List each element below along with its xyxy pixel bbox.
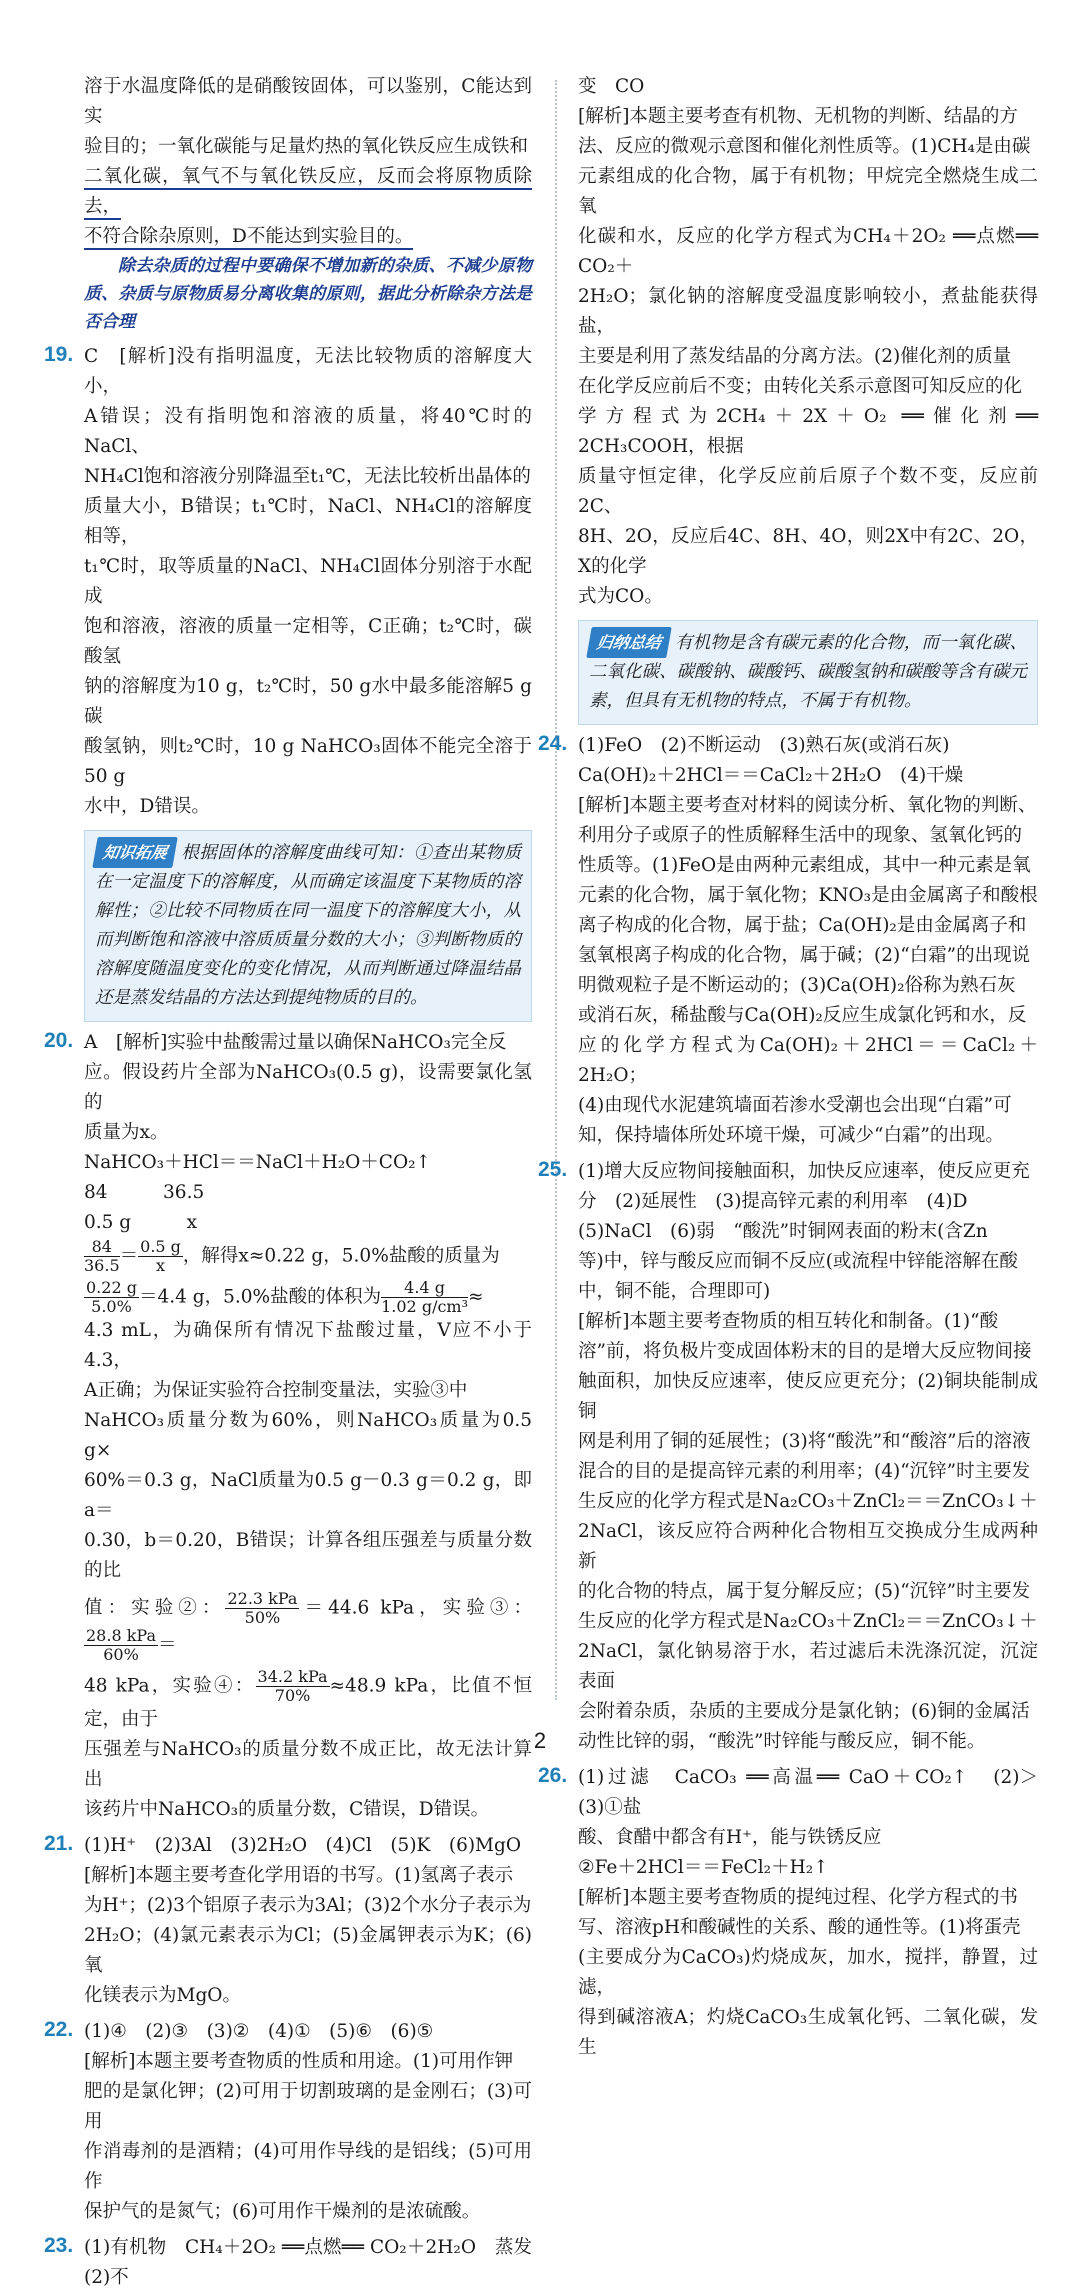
question-number: 24. xyxy=(538,732,568,755)
q18-line xyxy=(84,222,532,252)
question-22 xyxy=(44,2017,532,2227)
q23-line: 在化学反应前后不变；由转化关系示意图可知反应的化 xyxy=(578,376,1023,397)
q20-line: 该药片中NaHCO₃的质量分数，C错误，D错误。 xyxy=(84,1799,490,1820)
q23-line: 8H、2O，反应后4C、8H、4O，则2X中有2C、2O，X的化学 xyxy=(578,526,1038,577)
q25-line: 触面积，加快反应速率，使反应更充分；(2)铜块能制成铜 xyxy=(578,1371,1038,1422)
q24-line: [解析]本题主要考查对材料的阅读分析、氧化物的判断、 xyxy=(578,795,1037,816)
q23-line: 化碳和水，反应的化学方程式为CH₄＋2O₂ ══点燃══ CO₂＋ xyxy=(578,226,1038,277)
handwritten-note: 除去杂质的过程中要确保不增加新的杂质、不减少原物质、杂质与原物质易分离收集的原则，据此分析除杂方法是否合理 xyxy=(84,256,532,332)
fraction: $\frac{0.22 g}{5.0\%}$ xyxy=(86,1278,137,1316)
q25-line: 分 (2)延展性 (3)提高锌元素的利用率 (4)D xyxy=(578,1191,968,1212)
q18-line xyxy=(84,162,532,222)
q23-line: 元素组成的化合物，属于有机物；甲烷完全燃烧生成二氧 xyxy=(578,166,1038,217)
q24-line: 氢氧根离子构成的化合物，属于碱；(2)“白霜”的出现说 xyxy=(578,945,1031,966)
q25-line: 网是利用了铜的延展性；(3)将“酸洗”和“酸溶”后的溶液 xyxy=(578,1431,1031,1452)
q26-line: 写、溶液pH和酸碱性的关系、酸的通性等。(1)将蛋壳 xyxy=(578,1917,1021,1938)
equation: NaHCO₃＋HCl＝＝NaCl＋H₂O＋CO₂↑ xyxy=(84,1152,432,1173)
q19-line: 酸氢钠，则t₂℃时，10 g NaHCO₃固体不能完全溶于50 g xyxy=(84,736,532,787)
q19-line: 水中，D错误。 xyxy=(84,796,210,817)
question-number: 22. xyxy=(44,2018,74,2041)
equation-values: 0.5 g x xyxy=(84,1212,198,1233)
fraction: $\frac{0.5 g}{x}$ xyxy=(140,1237,181,1275)
knowledge-extension-box xyxy=(84,830,532,1022)
question-number: 25. xyxy=(538,1158,568,1181)
q25-line: 2NaCl，该反应符合两种化合物相互交换成分生成两种新 xyxy=(578,1521,1038,1572)
q21-line: 化镁表示为MgO。 xyxy=(84,1985,241,2006)
q21-line: 为H⁺；(2)3个铝原子表示为3Al；(3)2个水分子表示为 xyxy=(84,1895,532,1916)
ratio-line: 48 kPa，实验④： $\frac{\text{34.2 kPa}}{70\%}$ ≈48.9 kPa，比值不恒定，由于 xyxy=(84,1667,532,1730)
q24-line: 利用分子或原子的性质解释生活中的现象、氢氧化钙的 xyxy=(578,825,1023,846)
fraction: $\frac{84}{36.5}$ xyxy=(84,1237,120,1275)
q25-line: 生反应的化学方程式是Na₂CO₃＋ZnCl₂＝＝ZnCO₃↓＋ xyxy=(578,1611,1038,1632)
q20-line: 4.3 mL，为确保所有情况下盐酸过量，V应不小于4.3， xyxy=(84,1320,532,1371)
q23-line: (1)有机物 CH₄＋2O₂ ══点燃══ CO₂＋2H₂O 蒸发 (2)不 xyxy=(84,2237,551,2288)
volume-line: $\frac{0.22 g}{5.0\%}$ ＝4.4 g，5.0%盐酸的体积为 $\frac{4.4 g}{\text{1.02 g/cm³}}$ ≈ xyxy=(86,1278,484,1316)
q25-line: 2NaCl，氯化钠易溶于水，若过滤后未洗涤沉淀，沉淀表面 xyxy=(578,1641,1038,1692)
q20-line: A正确；为保证实验符合控制变量法，实验③中 xyxy=(84,1380,468,1401)
question-number: 19. xyxy=(44,343,74,366)
q22-line: [解析]本题主要考查物质的性质和用途。(1)可用作钾 xyxy=(84,2051,514,2072)
q23-line: 变 CO xyxy=(578,76,645,97)
question-20 xyxy=(44,1028,532,1825)
q20-line: A [解析]实验中盐酸需过量以确保NaHCO₃完全反 xyxy=(84,1032,507,1053)
q26-line: 酸、食醋中都含有H⁺，能与铁锈反应 xyxy=(578,1827,882,1848)
q20-line: 60%＝0.3 g，NaCl质量为0.5 g－0.3 g＝0.2 g，即a＝ xyxy=(84,1470,532,1521)
q21-line: [解析]本题主要考查化学用语的书写。(1)氢离子表示 xyxy=(84,1865,514,1886)
question-24 xyxy=(538,731,1038,1151)
q20-line: 质量为x。 xyxy=(84,1122,169,1143)
q23-line: 质量守恒定律，化学反应前后原子个数不变，反应前2C、 xyxy=(578,466,1038,517)
equation-masses: 84 36.5 xyxy=(84,1182,205,1203)
q26-line: (1)过滤 CaCO₃ ══高温══ CaO＋CO₂↑ (2)＞ (3)①盐 xyxy=(578,1767,1057,1818)
q24-line: 知，保持墙体所处环境干燥，可减少“白霜”的出现。 xyxy=(578,1125,1004,1146)
box-body: 根据固体的溶解度曲线可知：①查出某物质在一定温度下的溶解度，从而确定该温度下某物质的溶解性；②比较不同物质在同一温度下的溶解度大小，从而判断饱和溶液中溶质质量分数的大小；③判断物质的溶解度随温度变化的变化情况，从而判断通过降温结晶还是蒸发结晶的方法达到提纯物质的目的。 xyxy=(95,843,521,1008)
proportion-line: $\frac{84}{36.5}$ ＝ $\frac{0.5 g}{x}$ ，解得x≈0.22 g，5.0%盐酸的质量为 xyxy=(84,1237,500,1275)
question-number: 20. xyxy=(44,1029,74,1052)
right-column xyxy=(538,72,1057,2063)
question-25 xyxy=(538,1157,1038,1757)
q25-line: 会附着杂质，杂质的主要成分是氯化钠；(6)铜的金属活 xyxy=(578,1701,1030,1722)
q22-line: 保护气的是氮气；(6)可用作干燥剂的是浓硫酸。 xyxy=(84,2201,481,2222)
q23-line: 法、反应的微观示意图和催化剂性质等。(1)CH₄是由碳 xyxy=(578,136,1031,157)
q19-line: C [解析]没有指明温度，无法比较物质的溶解度大小， xyxy=(84,346,532,397)
q24-line: (1)FeO (2)不断运动 (3)熟石灰(或消石灰) xyxy=(578,735,950,756)
q26-line: [解析]本题主要考查物质的提纯过程、化学方程式的书 xyxy=(578,1887,1018,1908)
q23-line: 学方程式为2CH₄＋2X＋O₂ ══催化剂══ 2CH₃COOH，根据 xyxy=(578,406,1038,457)
q25-line: 混合的目的是提高锌元素的利用率；(4)“沉锌”时主要发 xyxy=(578,1461,1031,1482)
q24-line: 元素的化合物，属于氧化物；KNO₃是由金属离子和酸根 xyxy=(578,885,1038,906)
q24-line: Ca(OH)₂＋2HCl＝＝CaCl₂＋2H₂O (4)干燥 xyxy=(578,765,964,786)
q24-line: (4)由现代水泥建筑墙面若渗水受潮也会出现“白霜”可 xyxy=(578,1095,1012,1116)
q25-line: [解析]本题主要考查物质的相互转化和制备。(1)“酸 xyxy=(578,1311,999,1332)
q26-line: 得到碱溶液A；灼烧CaCO₃生成氧化钙、二氧化碳，发生 xyxy=(578,2007,1038,2058)
q18-line: 溶于水温度降低的是硝酸铵固体，可以鉴别，C能达到实 xyxy=(84,76,532,127)
q19-line: 钠的溶解度为10 g，t₂℃时，50 g水中最多能溶解5 g碳 xyxy=(84,676,532,727)
q20-line: 应。假设药片全部为NaHCO₃(0.5 g)，设需要氯化氢的 xyxy=(84,1062,532,1113)
column-divider xyxy=(555,80,557,1700)
q25-line: 溶”前，将负极片变成固体粉末的目的是增大反应物间接 xyxy=(578,1341,1032,1362)
summary-box xyxy=(578,620,1038,725)
q23-line: [解析]本题主要考查有机物、无机物的判断、结晶的方 xyxy=(578,106,1018,127)
fraction: $\frac{\text{34.2 kPa}}{70\%}$ xyxy=(257,1667,328,1705)
question-26 xyxy=(538,1763,1057,2063)
q25-line: (1)增大反应物间接触面积，加快反应速率，使反应更充 xyxy=(578,1161,1030,1182)
box-text xyxy=(589,627,1027,716)
question-number: 21. xyxy=(44,1832,74,1855)
q24-line: 性质等。(1)FeO是由两种元素组成，其中一种元素是氧 xyxy=(578,855,1031,876)
q23-line: 2H₂O；氯化钠的溶解度受温度影响较小，煮盐能获得盐， xyxy=(578,286,1038,337)
q24-line: 明微观粒子是不断运动的；(3)Ca(OH)₂俗称为熟石灰 xyxy=(578,975,1016,996)
fraction: $\frac{\text{22.3 kPa}}{50\%}$ xyxy=(227,1589,298,1627)
q26-line: (主要成分为CaCO₃)灼烧成灰，加水，搅拌，静置，过滤， xyxy=(578,1947,1038,1998)
question-19 xyxy=(44,342,532,822)
question-23 xyxy=(44,2233,551,2293)
q24-line: 离子构成的化合物，属于盐；Ca(OH)₂是由金属离子和 xyxy=(578,915,1027,936)
q20-line: 压强差与NaHCO₃的质量分数不成正比，故无法计算出 xyxy=(84,1739,532,1790)
q21-line: (1)H⁺ (2)3Al (3)2H₂O (4)Cl (5)K (6)MgO xyxy=(84,1835,522,1856)
q25-line: 等)中，锌与酸反应而铜不反应(或流程中锌能溶解在酸 xyxy=(578,1251,1018,1272)
fraction: $\frac{4.4 g}{\text{1.02 g/cm³}}$ xyxy=(381,1278,468,1316)
q20-line: 0.30，b＝0.20，B错误；计算各组压强差与质量分数的比 xyxy=(84,1530,532,1581)
q22-line: (1)④ (2)③ (3)② (4)① (5)⑥ (6)⑤ xyxy=(84,2021,434,2042)
q25-line: (5)NaCl (6)弱 “酸洗”时铜网表面的粉末(含Zn xyxy=(578,1221,988,1242)
q25-line: 生反应的化学方程式是Na₂CO₃＋ZnCl₂＝＝ZnCO₃↓＋ xyxy=(578,1491,1038,1512)
q19-line: A错误；没有指明饱和溶液的质量，将40℃时的NaCl、 xyxy=(84,406,532,457)
q23-line: 主要是利用了蒸发结晶的分离方法。(2)催化剂的质量 xyxy=(578,346,1012,367)
q25-line: 的化合物的特点，属于复分解反应；(5)“沉锌”时主要发 xyxy=(578,1581,1031,1602)
q25-line: 动性比锌的弱，“酸洗”时锌能与酸反应，铜不能。 xyxy=(578,1731,986,1752)
q20-line: NaHCO₃质量分数为60%，则NaHCO₃质量为0.5 g× xyxy=(84,1410,532,1461)
question-21 xyxy=(44,1831,532,2011)
page-number: 2 xyxy=(533,1728,547,1753)
box-text xyxy=(95,837,521,1013)
fraction: $\frac{\text{28.8 kPa}}{60\%}$ xyxy=(86,1626,156,1664)
q26-line: ②Fe＋2HCl＝＝FeCl₂＋H₂↑ xyxy=(578,1857,829,1878)
box-body: 有机物是含有碳元素的化合物，而一氧化碳、二氧化碳、碳酸钠、碳酸钙、碳酸氢钠和碳酸等含有碳元素，但具有无机物的特点，不属于有机物。 xyxy=(589,633,1027,711)
q18-underlined-line: 不符合除杂原则，D不能达到实验目的。 xyxy=(84,226,413,250)
question-number: 23. xyxy=(44,2234,74,2257)
q19-line: NH₄Cl饱和溶液分别降温至t₁℃，无法比较析出晶体的 xyxy=(84,466,531,487)
box-label: 知识拓展 xyxy=(92,837,177,868)
q25-line: 中，铜不能，合理即可) xyxy=(578,1281,771,1302)
q19-line: 质量大小，B错误；t₁℃时，NaCl、NH₄Cl的溶解度相等， xyxy=(84,496,532,547)
q22-line: 肥的是氯化钾；(2)可用于切割玻璃的是金刚石；(3)可用 xyxy=(84,2081,532,2132)
q24-line: 应的化学方程式为Ca(OH)₂＋2HCl＝＝CaCl₂＋2H₂O； xyxy=(578,1035,1038,1086)
ratio-line: 值：实验②： $\frac{\text{22.3 kPa}}{50\%}$ ＝44.6 kPa，实验③： $\frac{\text{28.8 kPa}}{60\%}$ ＝ xyxy=(84,1589,532,1664)
q24-line: 或消石灰，稀盐酸与Ca(OH)₂反应生成氯化钙和水，反 xyxy=(578,1005,1027,1026)
left-column xyxy=(44,72,551,2293)
q19-line: t₁℃时，取等质量的NaCl、NH₄Cl固体分别溶于水配成 xyxy=(84,556,532,607)
q18-line: 验目的；一氧化碳能与足量灼热的氧化铁反应生成铁和 xyxy=(84,136,529,157)
question-number: 26. xyxy=(538,1764,568,1787)
q23-line: 式为CO。 xyxy=(578,586,663,607)
box-label: 归纳总结 xyxy=(586,627,671,658)
q18-underlined-line: 二氧化碳，氧气不与氧化铁反应，反而会将原物质除去， xyxy=(84,166,532,220)
q22-line: 作消毒剂的是酒精；(4)可用作导线的是铝线；(5)可用作 xyxy=(84,2141,532,2192)
q19-line: 饱和溶液，溶液的质量一定相等，C正确；t₂℃时，碳酸氢 xyxy=(84,616,532,667)
q21-line: 2H₂O；(4)氯元素表示为Cl；(5)金属钾表示为K；(6)氧 xyxy=(84,1925,532,1976)
